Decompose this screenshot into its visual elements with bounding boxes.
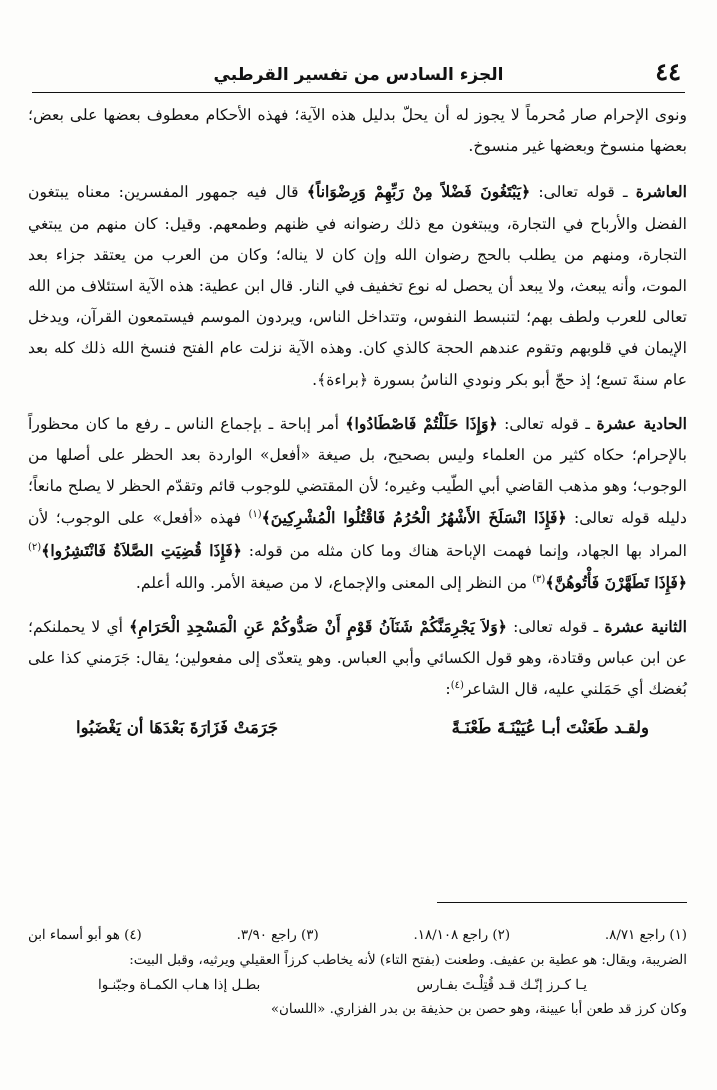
section-heading-twelfth: الثانية عشرة: [604, 617, 687, 637]
page-number: ٤٤: [655, 57, 681, 86]
verse-intro: ـ قوله تعالى:: [538, 183, 628, 202]
footnote-4: (٤) هو أبو أسماء ابن: [28, 928, 142, 943]
quran-quote: ﴿وَإِذَا حَلَلْتُمْ فَاصْطَادُوا﴾: [345, 413, 498, 433]
poem-hemistich-1: ولقـد طَعَنْتَ أبـا عُيَيْنَـةَ طَعْنَـةً: [451, 717, 649, 737]
footnote-refs-line: [28, 924, 687, 949]
section-heading-eleventh: الحادية عشرة: [596, 413, 687, 433]
paragraph-twelfth: [28, 611, 687, 706]
footnote-ref-3[interactable]: (٣): [532, 573, 546, 585]
running-title: الجزء السادس من تفسير القرطبي: [213, 65, 504, 85]
paragraph-1: [28, 100, 687, 162]
quran-quote: ﴿يَبْتَغُونَ فَضْلاً مِنْ رَبِّهِمْ وَرِضْوَاناً﴾: [306, 182, 531, 202]
footnote-2: (٢) راجع ١٨/١٠٨.: [413, 928, 511, 943]
paragraph-tenth: [28, 176, 687, 395]
paragraph-eleventh: [28, 408, 687, 599]
poem-verse: [28, 712, 687, 743]
footnote-ref-1[interactable]: (١): [248, 509, 262, 521]
verse-intro: ـ قوله تعالى:: [504, 414, 590, 433]
paragraph-text: من النظر إلى المعنى والإجماع، لا من صيغة الأمر. والله أعلم.: [135, 573, 528, 592]
footnote-divider: [437, 902, 687, 903]
footnote-ref-2[interactable]: (٢): [28, 541, 42, 553]
footnote-verse-hemistich-1: يـا كـرز إنّـك قـد قُتِلْـتَ بفـارس: [416, 977, 587, 993]
quran-quote: ﴿فَإِذَا تَطَهَّرْنَ فَأْتُوهُنَّ﴾: [545, 572, 687, 592]
footnote-verse: [28, 974, 687, 999]
quran-quote: ﴿فَإِذَا قُضِيَتِ الصَّلاَةُ فَانْتَشِرُوا﴾: [41, 540, 242, 560]
poem-hemistich-2: جَرَمَتْ فَزَارَةَ بَعْدَهَا أن يَغْضَبُوا: [76, 717, 279, 737]
quran-quote: ﴿وَلاَ يَجْرِمَنَّكُمْ شَنَآنُ قَوْمٍ أَنْ صَدُّوكُمْ عَنِ الْمَسْجِدِ الْحَرَامِ﴾: [129, 617, 507, 637]
paragraph-text: فهذه «أفعل» على الوجوب؛ لأن المراد بها الجهاد، وإنما فهمت الإباحة هناك وما كان مثله من قوله:: [28, 509, 688, 560]
page-header: [32, 52, 685, 93]
footnote-1: (١) راجع ٨/٧١.: [604, 928, 687, 943]
footnote-ref-4[interactable]: (٤): [450, 680, 464, 692]
paragraph-text: أمر إباحة ـ بإجماع الناس ـ رفع ما كان محظوراً بالإحرام؛ حكاه كثير من العلماء وليس بصحيح، بل صيغة «أفعل» الواردة بعد الحظر على أصلها من الوجوب؛ وهو مذهب القاضي أبي الطّيب وغيره؛ لأن المقتضي للوجوب قائم وتقدّم الحظر لا يصلح مانعاً؛ دليله قوله تعالى:: [28, 414, 687, 528]
verse-intro: ـ قوله تعالى:: [513, 618, 599, 637]
paragraph-tail: :: [445, 680, 451, 699]
footnote-verse-hemistich-2: بطـل إذا هـاب الكمـاة وجبّنـوا: [98, 977, 261, 993]
footnote-3: (٣) راجع ٣/٩٠.: [236, 928, 319, 943]
footnote-line: وكان كرز قد طعن أبا عيينة، وهو حصن بن حذيفة بن بدر الفزاري. «اللسان»: [270, 1002, 687, 1018]
paragraph-text: قال فيه جمهور المفسرين: معناه يبتغون الفضل والأرباح في التجارة، ويبتغون مع ذلك رضوانه في ظنهم وطمعهم. وقيل: كان منهم من يبتغي التجارة، ومنهم من يطلب بالحج رضوان الله وإن كان لا يناله؛ وكان من العرب من يعتقد جزاء بعد الموت، وأنه يبعث، ولا يبعد أن يحصل له نوع تخفيف في النار. قال ابن عطية: هذه الآية استئلاف من الله تعالى للعرب ولطف بهم؛ لتنبسط النفوس، وتتداخل الناس، ويردون الموسم فيستمعون القرآن، ويدخل الإيمان في قلوبهم وتقوم عندهم الحجة كالذي كان. وهذه الآية نزلت عام الفتح فنسخ الله ذلك كله بعد عام سنةَ تسع؛ إذ حجّ أبو بكر ونودي الناسُ بسورة ﴿براءة﴾.: [28, 183, 687, 389]
section-heading-tenth: العاشرة: [635, 182, 687, 202]
main-text: [28, 100, 687, 743]
footnotes: [28, 924, 687, 1023]
paragraph-text: أي لا يحملنكم؛ عن ابن عباس وقتادة، وهو قول الكسائي وأبي العباس. وهو يتعدّى إلى مفعولين؛ يقال: جَرَمني كذا على بُغضك أي حَمَلني عليه، قال الشاعر: [28, 618, 687, 699]
quran-quote: ﴿فَإِذَا انْسَلَخَ الأَشْهُرُ الْحُرُمُ فَاقْتُلُوا الْمُشْرِكِينَ﴾: [261, 508, 567, 528]
paragraph-text: ونوى الإحرام صار مُحرماً لا يجوز له أن يحلّ بدليل هذه الآية؛ فهذه الأحكام معطوف بعضها على بعض؛ بعضها منسوخ وبعضها غير منسوخ.: [28, 106, 687, 156]
footnote-line: الضريبة، ويقال: هو عطية بن عفيف. وطعنت (بفتح التاء) لأنه يخاطب كرزاً العقيلي ويرثيه، وقبل البيت:: [129, 952, 687, 968]
